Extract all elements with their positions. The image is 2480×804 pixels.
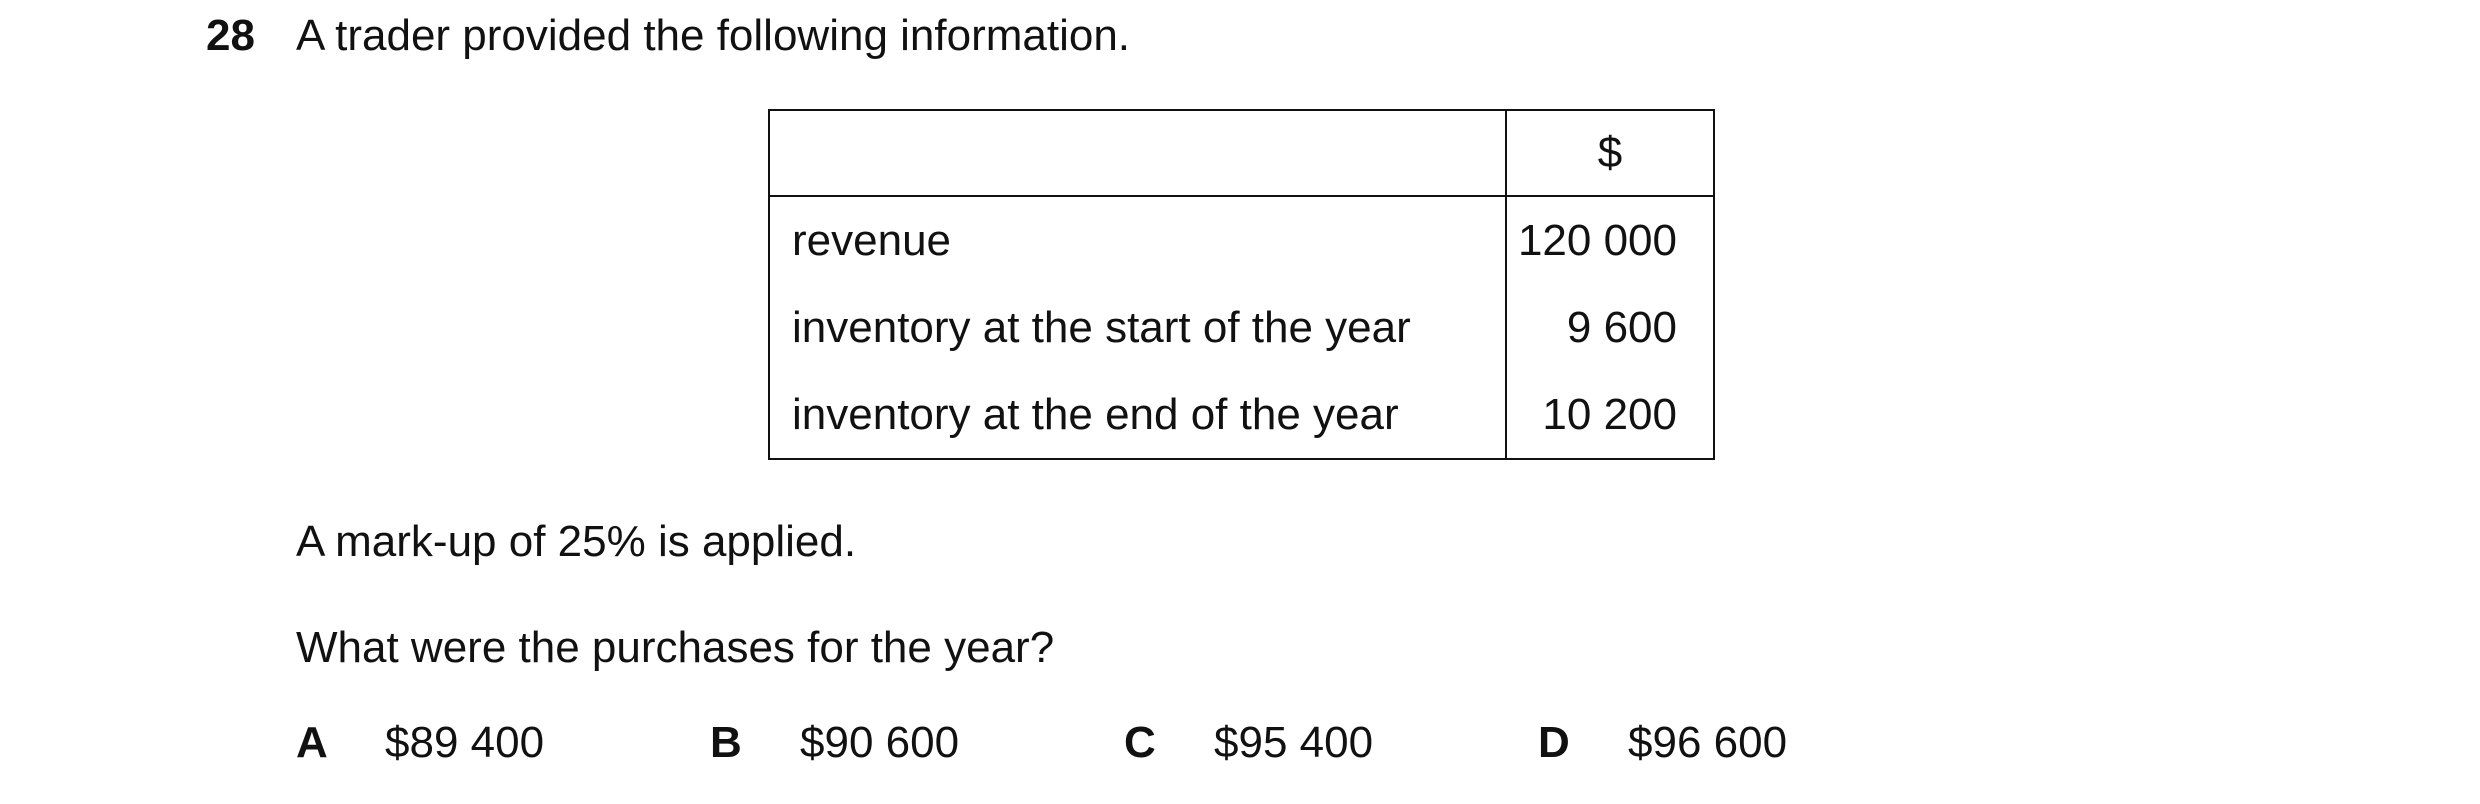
option-b-value[interactable]: $90 600 (800, 718, 960, 767)
row-label-closing-inventory: inventory at the end of the year (769, 371, 1506, 459)
option-c-value[interactable]: $95 400 (1214, 718, 1374, 767)
markup-statement: A mark-up of 25% is applied. (296, 517, 857, 566)
table-header-unit: $ (1506, 110, 1714, 196)
option-a-value[interactable]: $89 400 (385, 718, 545, 767)
table-row (769, 371, 1714, 459)
option-b-letter[interactable]: B (710, 718, 742, 767)
row-value-opening-inventory: 9 600 (1506, 284, 1714, 371)
row-value-revenue: 120 000 (1506, 196, 1714, 284)
table-row (769, 284, 1714, 371)
row-label-revenue: revenue (769, 196, 1506, 284)
option-d-value[interactable]: $96 600 (1628, 718, 1788, 767)
table-row (769, 196, 1714, 284)
question-prompt: What were the purchases for the year? (296, 623, 1055, 672)
question-number: 28 (206, 11, 255, 60)
option-d-letter[interactable]: D (1538, 718, 1570, 767)
information-table (768, 109, 1715, 460)
row-value-closing-inventory: 10 200 (1506, 371, 1714, 459)
row-label-opening-inventory: inventory at the start of the year (769, 284, 1506, 371)
table-header-row (769, 110, 1714, 196)
option-a-letter[interactable]: A (296, 718, 328, 767)
question-stem: A trader provided the following information. (296, 11, 1131, 60)
table-header-label (769, 110, 1506, 196)
option-c-letter[interactable]: C (1124, 718, 1156, 767)
